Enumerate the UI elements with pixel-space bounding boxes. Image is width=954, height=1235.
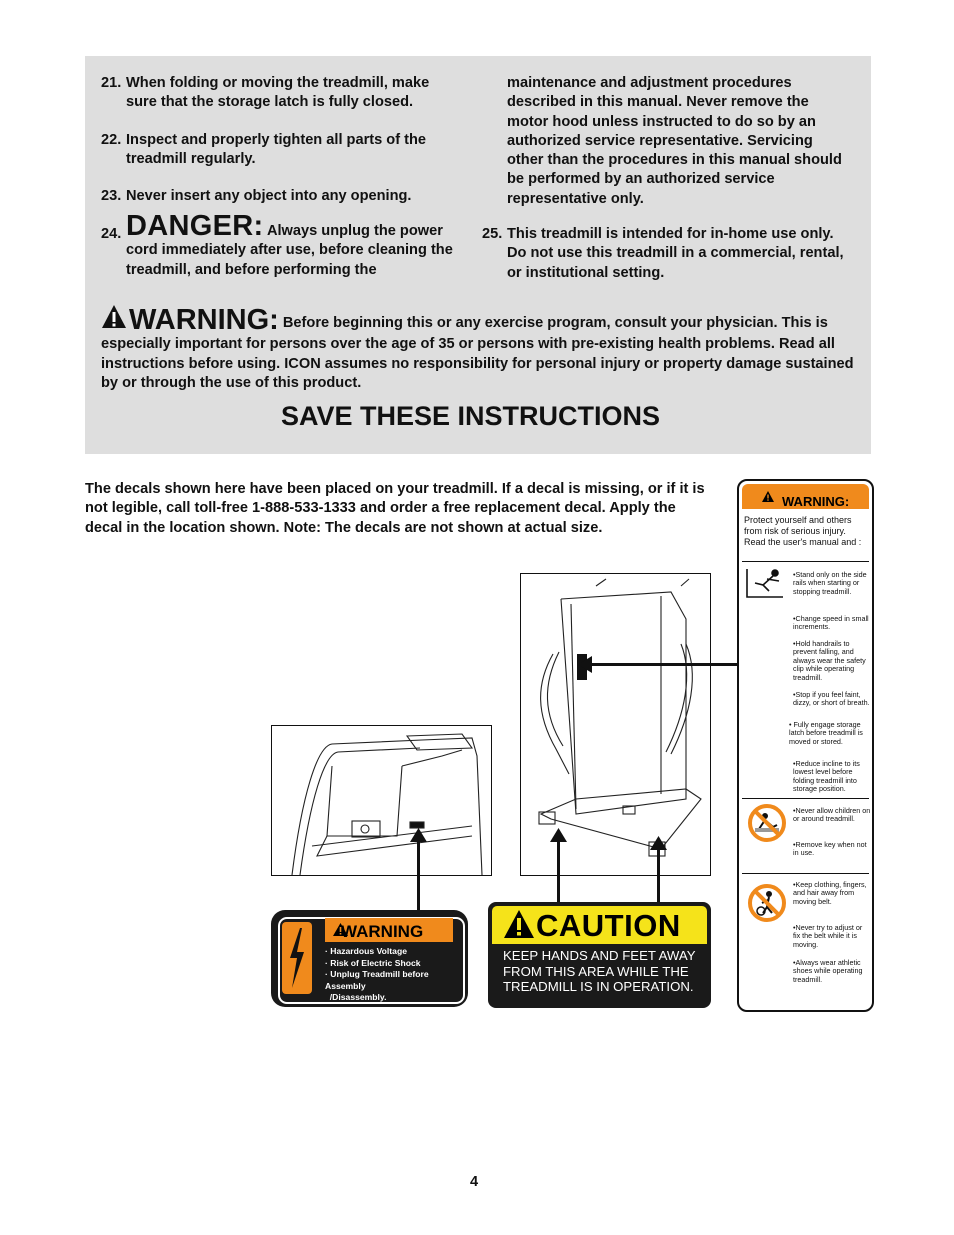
instruction-24-continued (507, 74, 847, 209)
danger-label: DANGER: (126, 210, 264, 242)
item-text: This treadmill is intended for in-home use only. Do not use this treadmill in a commercial, rental, or institutional setting. (507, 226, 844, 281)
instruction-25 (482, 225, 847, 283)
list-item: · Hazardous Voltage (325, 946, 407, 956)
person-falling-icon (745, 567, 785, 599)
arrow-line (657, 846, 660, 904)
item-text: Never insert any object into any opening. (126, 188, 412, 204)
page-number: 4 (470, 1174, 479, 1190)
item-text: maintenance and adjustment procedures described in this manual. Never remove the motor hood unless instructed to do so by an authorized service representative. Servicing other than the procedures in this manual should be performed by an authorized service representative only. (507, 75, 842, 207)
warning-band (742, 484, 869, 509)
item-number: 21. (101, 75, 122, 91)
motor-hood-illustration (272, 726, 491, 875)
safety-item: •Reduce incline to its lowest level before folding treadmill into storage position. (793, 759, 860, 794)
warning-title-text: WARNING (341, 922, 424, 941)
caution-message (503, 948, 708, 995)
item-text-cont: cord immediately after use, before cleaning the treadmill, and before performing the (126, 242, 453, 278)
safety-item: •Remove key when not in use. (793, 840, 867, 858)
instruction-21 (101, 74, 461, 113)
warning-triangle-icon (504, 910, 534, 938)
arrow-head-up (650, 836, 667, 850)
treadmill-drawing (520, 573, 711, 876)
caution-band (492, 906, 707, 944)
message-line: TREADMILL IS IN OPERATION. (503, 979, 694, 994)
safety-item: • Fully engage storage latch before treadmill is moved or stored. (789, 720, 863, 746)
divider (742, 561, 869, 562)
item-text: Inspect and properly tighten all parts of the treadmill regularly. (126, 132, 427, 168)
safety-item: •Always wear athletic shoes while operating treadmill. (793, 958, 863, 984)
caution-decal (488, 902, 711, 1008)
item-number: 22. (101, 132, 122, 148)
list-item: · Risk of Electric Shock (325, 957, 421, 968)
arrow-head-up (410, 828, 427, 842)
arrow-line (417, 838, 420, 912)
caution-title: CAUTION (536, 908, 681, 943)
warning-triangle-icon (762, 491, 774, 502)
item-number: 23. (101, 188, 122, 204)
instruction-22 (101, 131, 461, 170)
arrow-head-left (578, 656, 592, 673)
safety-item: •Hold handrails to prevent falling, and always wear the safety clip while operating treadmill. (793, 639, 866, 682)
list-item: /Disassembly. (325, 992, 387, 1002)
warning-title (762, 489, 850, 509)
lightning-bolt-icon (282, 922, 312, 994)
warning-text: Before beginning this or any exercise program, consult your physician. This is especially important for persons over the age of 35 or persons with pre-existing health problems. Read all instructions before using. ICON assumes no responsibility for personal injury or property damage sustained by or through the use of this product. (101, 315, 854, 391)
arrow-line (586, 663, 738, 666)
safety-item: •Stand only on the side rails when starting or stopping treadmill. (793, 570, 867, 596)
warning-label: WARNING: (129, 304, 279, 336)
warning-triangle-icon (101, 304, 127, 335)
item-text: Always unplug the power (266, 223, 443, 239)
list-item: · Unplug Treadmill before Assembly (325, 969, 429, 991)
arrow-head-up (550, 828, 567, 842)
item-number: 24. (101, 226, 122, 242)
message-line: FROM THIS AREA WHILE THE (503, 963, 689, 979)
electric-warning-list (325, 946, 457, 1004)
item-text: When folding or moving the treadmill, make sure that the storage latch is fully closed. (126, 75, 430, 111)
instruction-23 (101, 187, 461, 206)
warning-title (333, 920, 424, 941)
save-instructions-title: SAVE THESE INSTRUCTIONS (281, 401, 661, 431)
divider (742, 798, 869, 799)
message-line: KEEP HANDS AND FEET AWAY (503, 948, 696, 963)
safety-intro: Protect yourself and others from risk of serious injury. Read the user's manual and : (744, 515, 862, 547)
no-children-icon (747, 803, 787, 843)
safety-item: •Never try to adjust or fix the belt while it is moving. (793, 923, 863, 949)
motor-hood-drawing (271, 725, 492, 876)
moving-belt-icon (747, 883, 787, 923)
warning-paragraph (101, 304, 861, 393)
safety-item: •Keep clothing, fingers, and hair away from moving belt. (793, 880, 867, 906)
safety-warning-decal (737, 479, 874, 1012)
item-number: 25. (482, 226, 503, 242)
safety-item: •Never allow children on or around treadmill. (793, 806, 871, 824)
safety-item: •Stop if you feel faint, dizzy, or short of breath. (793, 690, 870, 708)
arrow-line (557, 838, 560, 904)
decal-intro-text: The decals shown here have been placed on your treadmill. If a decal is missing, or if it is not legible, call toll-free 1-888-533-1333 and order a free replacement decal. Apply the decal in the location shown. Note: The decals are not shown at actual size. (85, 481, 705, 536)
safety-item: •Change speed in small increments. (793, 614, 869, 632)
electric-warning-decal (271, 910, 468, 1007)
warning-band (325, 918, 453, 942)
divider (742, 873, 869, 874)
warning-title-text: WARNING: (782, 494, 850, 509)
instruction-24 (101, 210, 461, 280)
